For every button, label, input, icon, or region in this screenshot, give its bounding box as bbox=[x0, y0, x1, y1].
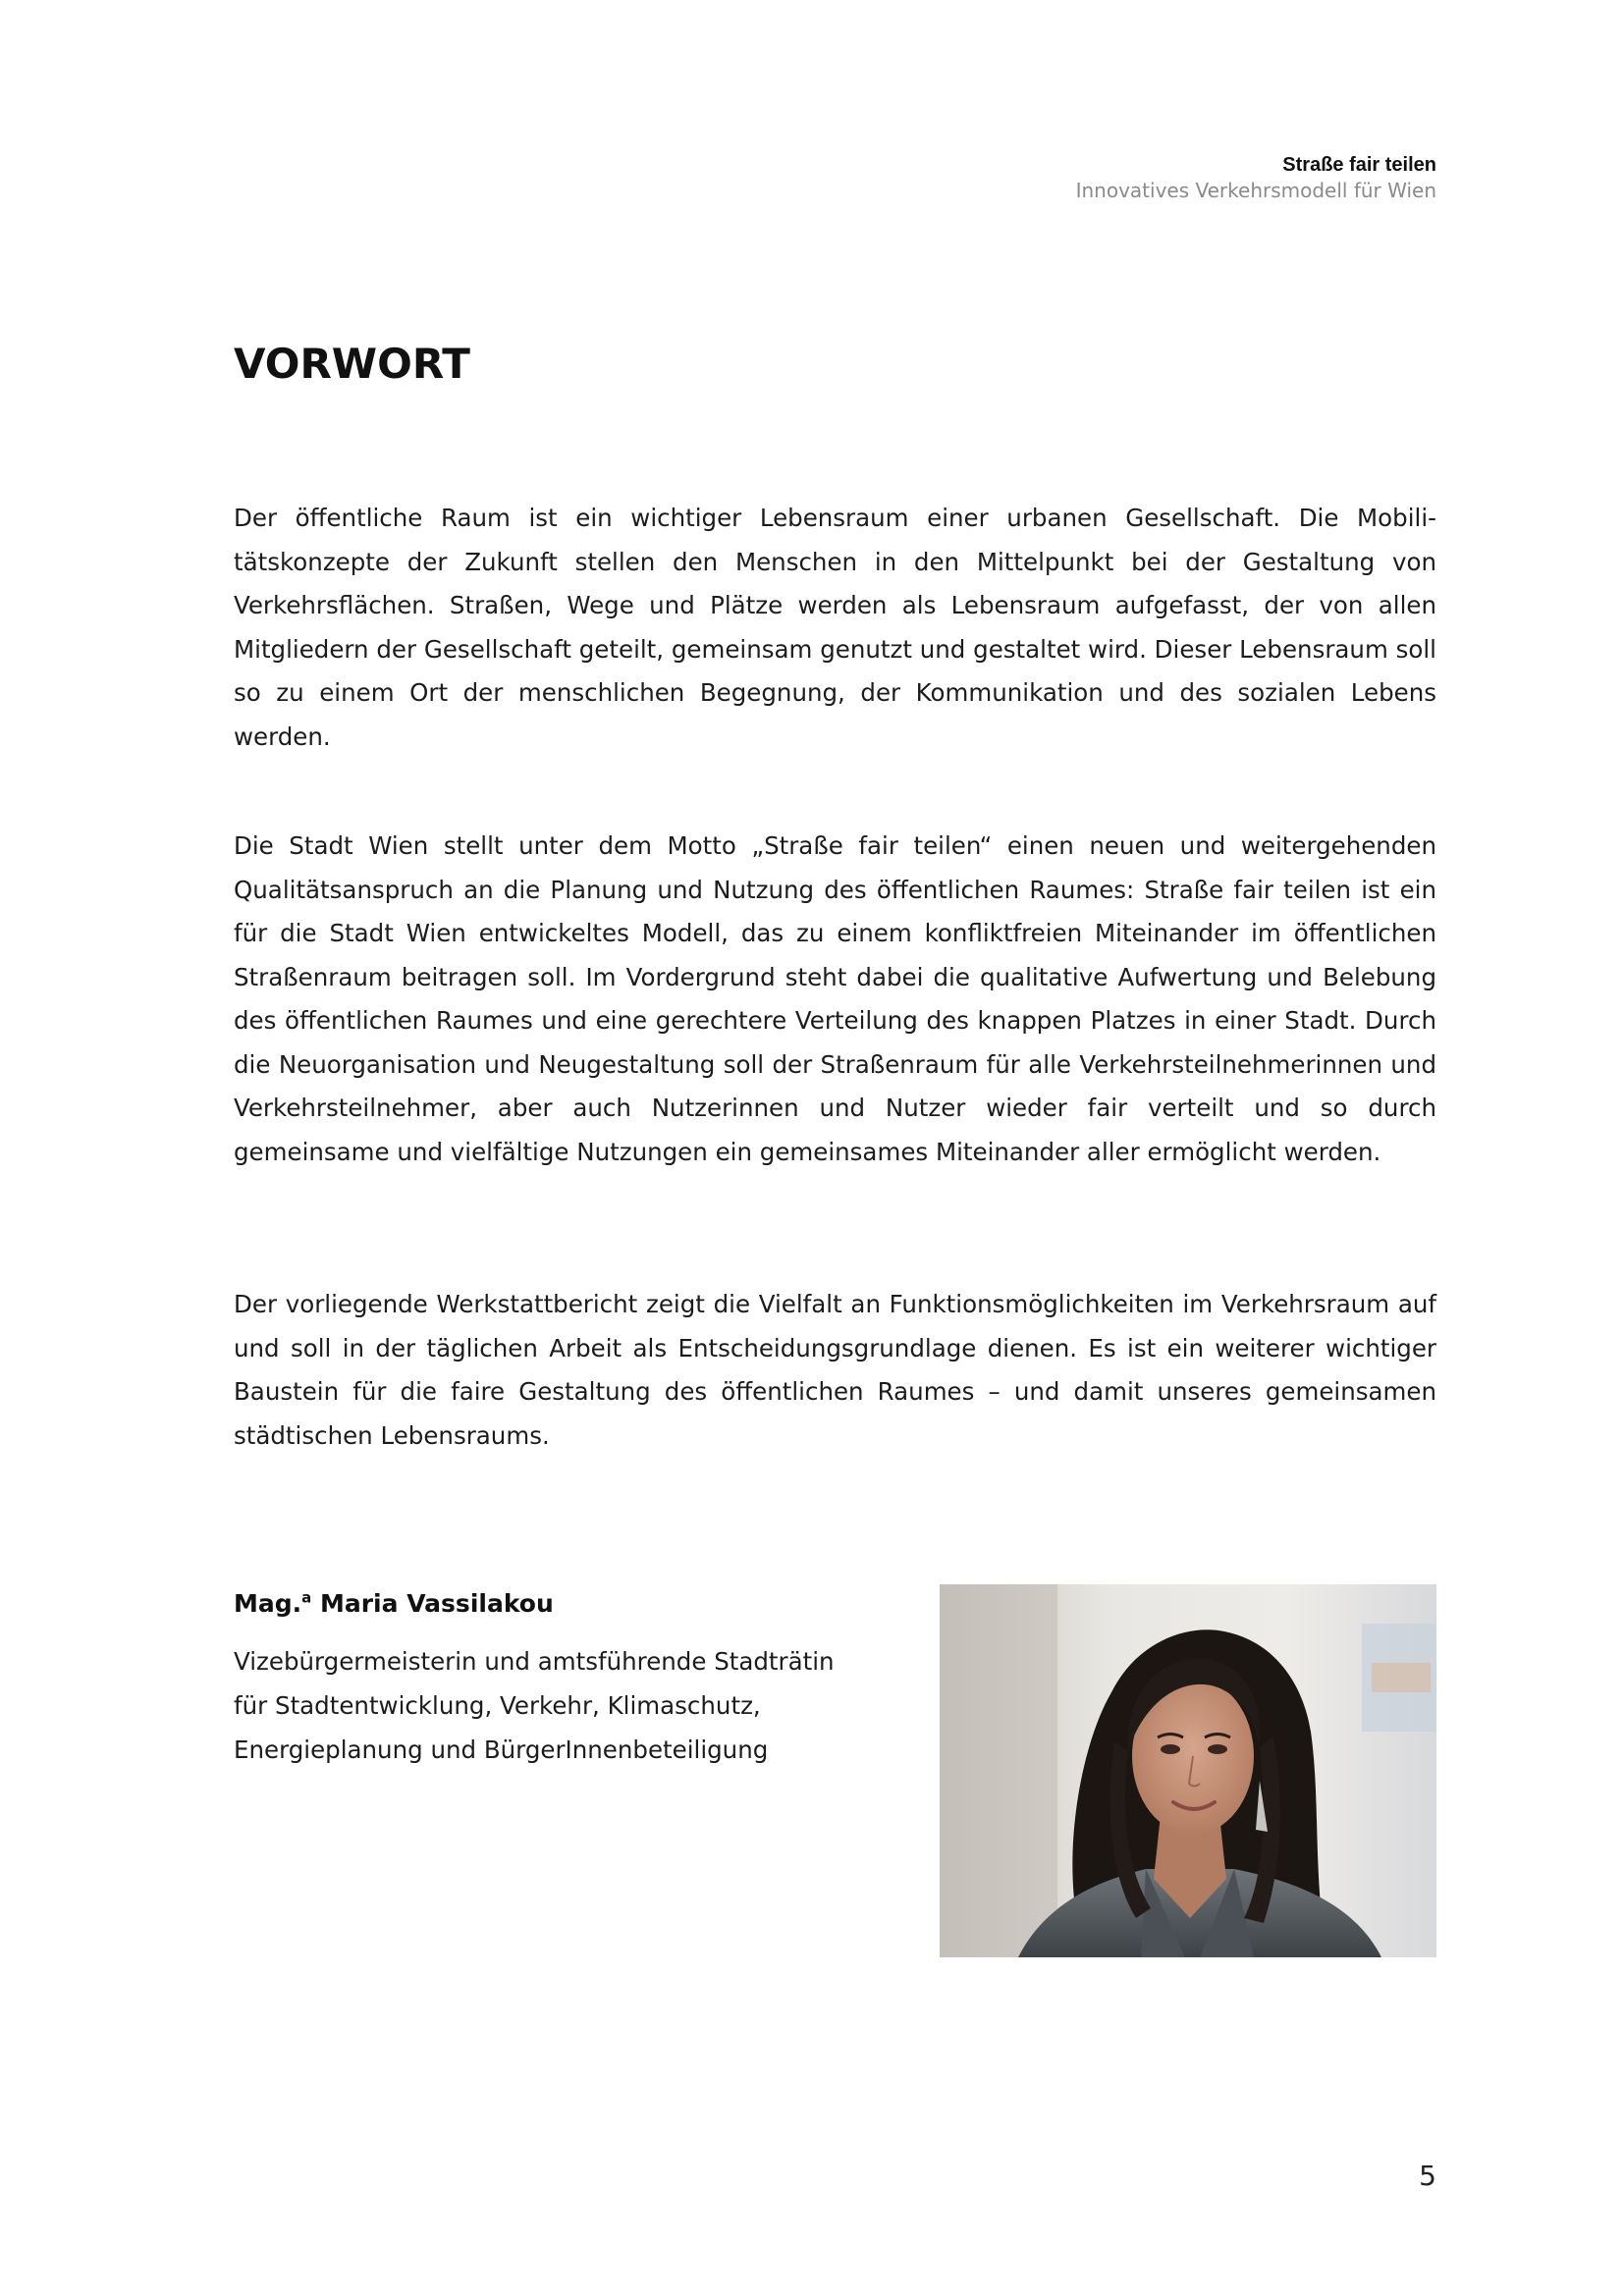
portrait-illustration bbox=[940, 1584, 1436, 1957]
foreword-paragraph-3: Der vorliegende Werkstattbericht zeigt die Vielfalt an Funktionsmöglichkeiten im Verkehrsraum auf und soll in der täglichen Arbeit als Entscheidungsgrundlage dienen. Es ist ein weiterer wichtiger Baustein für die faire Gestaltung des öffentlichen Raumes – und damit unseres gemeinsamen städtischen Lebensraums. bbox=[234, 1290, 1436, 1450]
author-role-line-3: Energieplanung und BürgerInnenbeteiligung bbox=[234, 1735, 769, 1764]
author-role-line-2: für Stadtentwicklung, Verkehr, Klimaschutz, bbox=[234, 1691, 761, 1720]
running-header bbox=[1076, 153, 1436, 202]
foreword-paragraph-1: Der öffentliche Raum ist ein wichtiger Lebensraum einer urbanen Gesellschaft. Die Mobilitätskonzepte der Zukunft stellen den Menschen in den Mittelpunkt bei der Gestaltung von Verkehrsflächen. Straßen, Wege und Plätze werden als Lebensraum aufgefasst, der von allen Mitgliedern der Gesellschaft geteilt, gemeinsam genutzt und gestaltet wird. Dieser Lebensraum soll so zu einem Ort der menschlichen Begegnung, der Kommunikation und des sozialen Lebens werden. bbox=[234, 504, 1436, 751]
page-title: VORWORT bbox=[234, 340, 470, 388]
author-name-line bbox=[234, 1582, 901, 1626]
author-portrait-photo bbox=[940, 1584, 1436, 1957]
author-name: Maria Vassilakou bbox=[319, 1589, 554, 1618]
author-role-line-1: Vizebürgermeisterin und amtsführende Stadträtin bbox=[234, 1647, 835, 1676]
page-number: 5 bbox=[1419, 2160, 1436, 2192]
header-subtitle: Innovatives Verkehrsmodell für Wien bbox=[1075, 179, 1436, 202]
signature-block bbox=[234, 1582, 901, 1772]
header-title: Straße fair teilen bbox=[1282, 154, 1436, 176]
author-title-superscript: a bbox=[301, 1588, 312, 1607]
foreword-paragraph-2: Die Stadt Wien stellt unter dem Motto „Straße fair teilen“ einen neuen und weitergehenden Qualitätsanspruch an die Planung und Nutzung des öffentlichen Raumes: Straße fair teilen ist ein für die Stadt Wien entwickeltes Modell, das zu einem konfliktfreien Miteinander im öffentlichen Straßenraum beitragen soll. Im Vordergrund steht dabei die qualitative Aufwertung und Belebung des öffentlichen Raumes und eine gerechtere Verteilung des knappen Platzes in einer Stadt. Durch die Neuorganisation und Neugestaltung soll der Straßenraum für alle Verkehrsteilnehmerinnen und Verkehrsteilnehmer, aber auch Nutzerinnen und Nutzer wieder fair verteilt und so durch gemeinsame und vielfältige Nutzungen ein gemeinsames Miteinander aller ermöglicht werden. bbox=[234, 831, 1436, 1166]
author-title: Mag. bbox=[234, 1589, 302, 1618]
